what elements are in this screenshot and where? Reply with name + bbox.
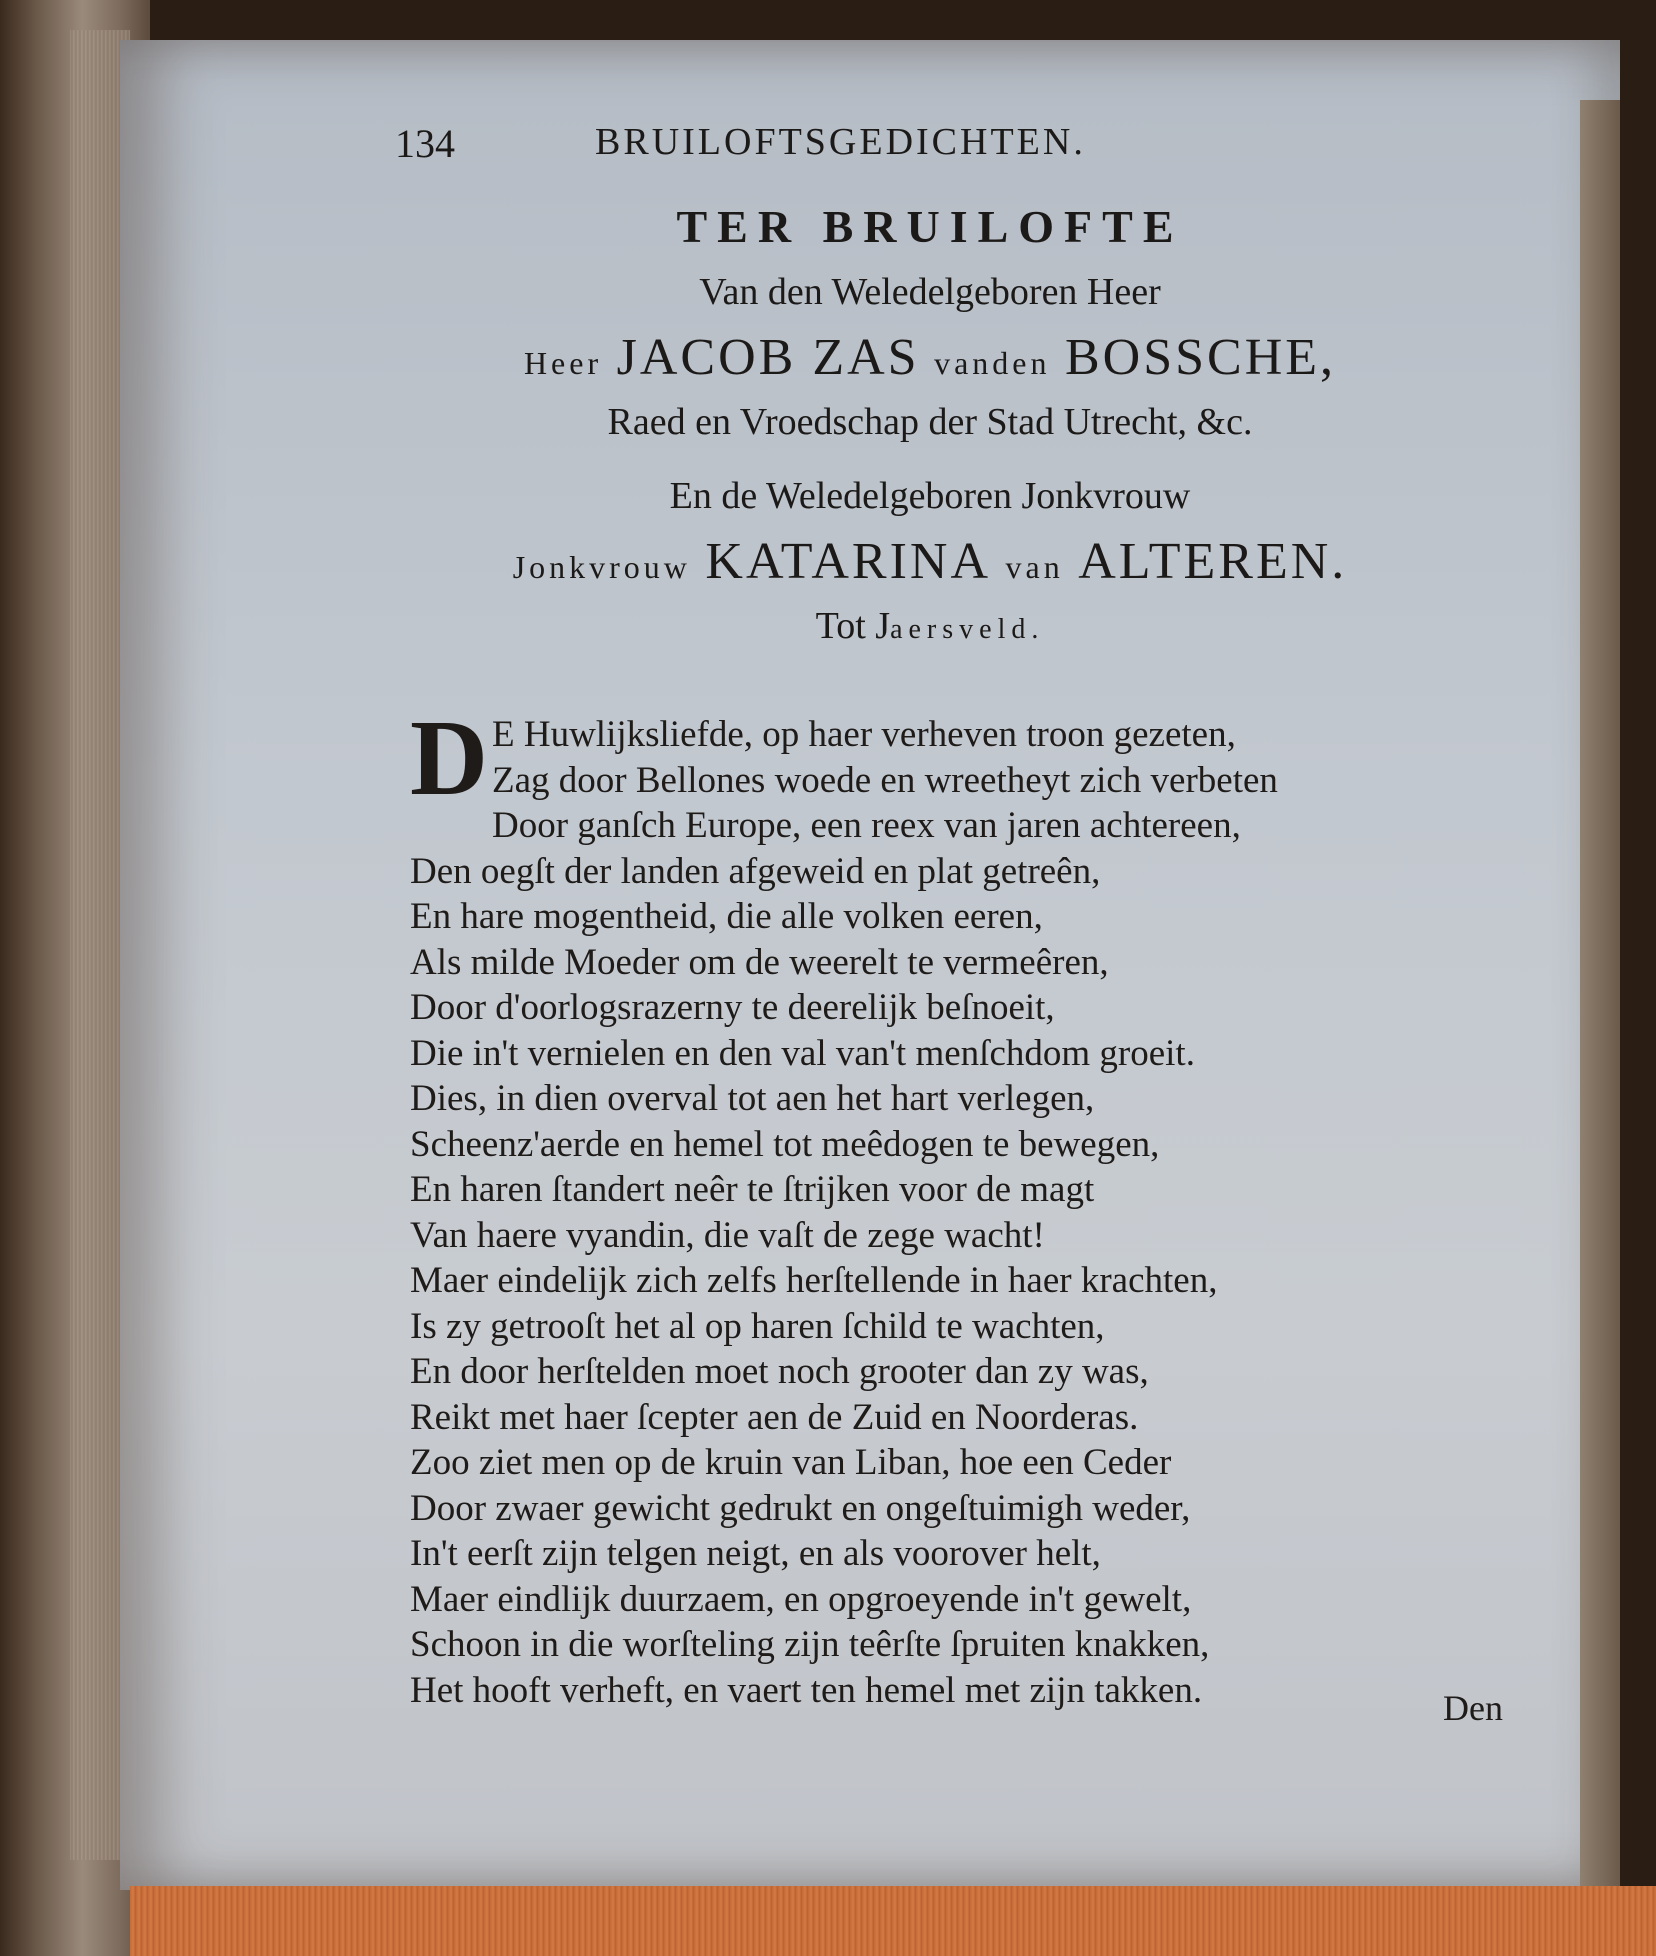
title-line-bride-intro: En de Weledelgeboren Jonkvrouw bbox=[669, 475, 1191, 517]
poem-line: Door ganſch Europe, een reex van jaren achtereen, bbox=[492, 805, 1241, 846]
poem-line: Als milde Moeder om de weerelt te vermeêren, bbox=[410, 941, 1109, 983]
bride-prefix: Jonkvrouw bbox=[512, 549, 691, 585]
catchword: Den bbox=[1443, 1688, 1503, 1728]
poem-line: Dies, in dien overval tot aen het hart verlegen, bbox=[410, 1078, 1095, 1119]
poem-line: Door zwaer gewicht gedrukt en ongeſtuimigh weder, bbox=[410, 1487, 1191, 1529]
poem-line: Reikt met haer ſcepter aen de Zuid en Noorderas. bbox=[410, 1396, 1139, 1438]
poem-line: Zag door Bellones woede en wreetheyt zich verbeten bbox=[492, 759, 1278, 801]
poem-line: En haren ſtandert neêr te ſtrijken voor de magt bbox=[410, 1169, 1095, 1210]
place-rest: aersveld. bbox=[890, 614, 1045, 645]
title-line-groom-office: Raed en Vroedschap der Stad Utrecht, &c. bbox=[607, 401, 1253, 443]
poem-body bbox=[410, 699, 1510, 1713]
poem-line: Het hooft verheft, en vaert ten hemel met zijn takken. bbox=[410, 1669, 1203, 1711]
bride-name-first: KATARINA bbox=[705, 533, 992, 590]
running-title: BRUILOFTSGEDICHTEN. bbox=[595, 121, 1086, 163]
poem-line: In't eerſt zijn telgen neigt, en als voorover helt, bbox=[410, 1533, 1101, 1574]
poem-title: TER BRUILOFTE bbox=[676, 201, 1184, 252]
groom-name-middle: vanden bbox=[934, 345, 1051, 381]
bride-place bbox=[380, 604, 1480, 658]
poem-line: En door herſtelden moet noch grooter dan zy was, bbox=[410, 1351, 1149, 1392]
poem-line: Van haere vyandin, die vaſt de zege wacht! bbox=[410, 1214, 1045, 1256]
poem-line: Is zy getrooſt het al op haren ſchild te wachten, bbox=[410, 1305, 1105, 1347]
poem-line: Den oegſt der landen afgeweid en plat getreên, bbox=[410, 850, 1101, 892]
poem-line: Die in't vernielen en den val van't menſchdom groeit. bbox=[410, 1032, 1195, 1074]
book-cloth-binding bbox=[130, 1886, 1656, 1956]
place-prefix: Tot bbox=[815, 605, 866, 647]
groom-name-last: BOSSCHE, bbox=[1064, 329, 1337, 386]
poem-line: Maer eindelijk zich zelfs herſtellende in haer krachten, bbox=[410, 1260, 1218, 1301]
poem-line: En hare mogentheid, die alle volken eeren, bbox=[410, 896, 1043, 937]
title-line-groom-intro: Van den Weledelgeboren Heer bbox=[699, 271, 1161, 313]
page-right-edge bbox=[1580, 100, 1620, 1940]
poem-line: Door d'oorlogsrazerny te deerelijk beſnoeit, bbox=[410, 987, 1055, 1028]
groom-prefix: Heer bbox=[523, 345, 603, 381]
place-first-letter: J bbox=[875, 605, 891, 647]
title-block bbox=[380, 200, 1480, 658]
drop-cap: D bbox=[410, 699, 488, 818]
running-head bbox=[395, 120, 1345, 180]
bride-name-last: ALTEREN. bbox=[1078, 533, 1348, 590]
poem-line: E Huwlijksliefde, op haer verheven troon gezeten, bbox=[492, 714, 1236, 755]
poem-line: Zoo ziet men op de kruin van Liban, hoe een Ceder bbox=[410, 1442, 1172, 1483]
groom-name-first: JACOB ZAS bbox=[616, 329, 920, 386]
poem-line: Scheenz'aerde en hemel tot meêdogen te bewegen, bbox=[410, 1123, 1160, 1165]
poem-line: Maer eindlijk duurzaem, en opgroeyende in't gewelt, bbox=[410, 1578, 1192, 1620]
groom-name bbox=[380, 328, 1480, 400]
bride-name bbox=[380, 532, 1480, 604]
poem-line: Schoon in die worſteling zijn teêrſte ſpruiten knakken, bbox=[410, 1624, 1210, 1665]
bride-name-middle: van bbox=[1005, 549, 1064, 585]
page-number: 134 bbox=[395, 121, 455, 166]
